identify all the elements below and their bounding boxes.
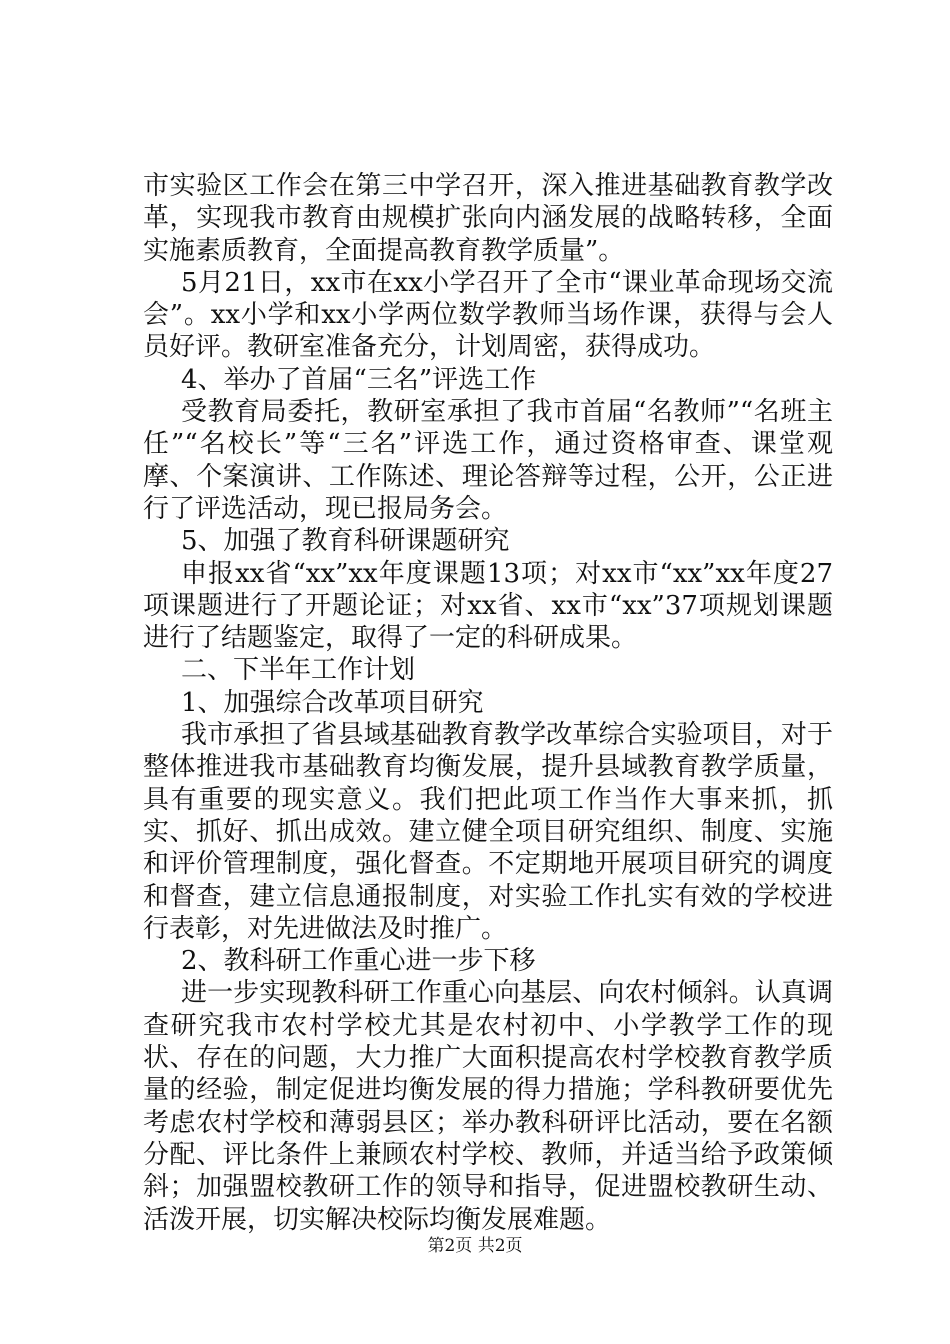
paragraph: 进一步实现教科研工作重心向基层、向农村倾斜。认真调查研究我市农村学校尤其是农村初中、小学教学工作的现状、存在的问题，大力推广大面积提高农村学校教育教学质量的经验，制定促进均衡发展的得力措施；学科教研要优先考虑农村学校和薄弱县区；举办教科研评比活动，要在名额分配、评比条件上兼顾农村学校、教师，并适当给予政策倾斜；加强盟校教研工作的领导和指导，促进盟校教研生动、活泼开展，切实解决校际均衡发展难题。 (143, 978, 833, 1235)
paragraph: 申报xx省“xx”xx年度课题13项；对xx市“xx”xx年度27项课题进行了开题论证；对xx省、xx市“xx”37项规划课题进行了结题鉴定，取得了一定的科研成果。 (143, 558, 833, 654)
document-body (143, 170, 833, 1236)
paragraph: 市实验区工作会在第三中学召开，深入推进基础教育教学改革，实现我市教育由规模扩张向内涵发展的战略转移，全面实施素质教育，全面提高教育教学质量”。 (143, 171, 833, 266)
section-heading: 1、加强综合改革项目研究 (181, 687, 484, 718)
paragraph: 受教育局委托，教研室承担了我市首届“名教师”“名班主任”“名校长”等“三名”评选工作，通过资格审查、课堂观摩、个案演讲、工作陈述、理论答辩等过程，公开，公正进行了评选活动，现已报局务会。 (143, 397, 833, 524)
section-heading: 4、举办了首届“三名”评选工作 (181, 364, 537, 395)
page-number-footer: 第2页 共2页 (427, 1236, 523, 1256)
paragraph: 5月21日，xx市在xx小学召开了全市“课业革命现场交流会”。xx小学和xx小学两位数学教师当场作课，获得与会人员好评。教研室准备充分，计划周密，获得成功。 (143, 267, 833, 363)
section-heading: 2、教科研工作重心进一步下移 (181, 946, 536, 977)
paragraph: 我市承担了省县域基础教育教学改革综合实验项目，对于整体推进我市基础教育均衡发展，提升县域教育教学质量，具有重要的现实意义。我们把此项工作当作大事来抓，抓实、抓好、抓出成效。建立健全项目研究组织、制度、实施和评价管理制度，强化督查。不定期地开展项目研究的调度和督查，建立信息通报制度，对实验工作扎实有效的学校进行表彰，对先进做法及时推广。 (143, 720, 833, 944)
section-heading: 5、加强了教育科研课题研究 (181, 526, 510, 557)
section-heading: 二、下半年工作计划 (181, 655, 416, 686)
